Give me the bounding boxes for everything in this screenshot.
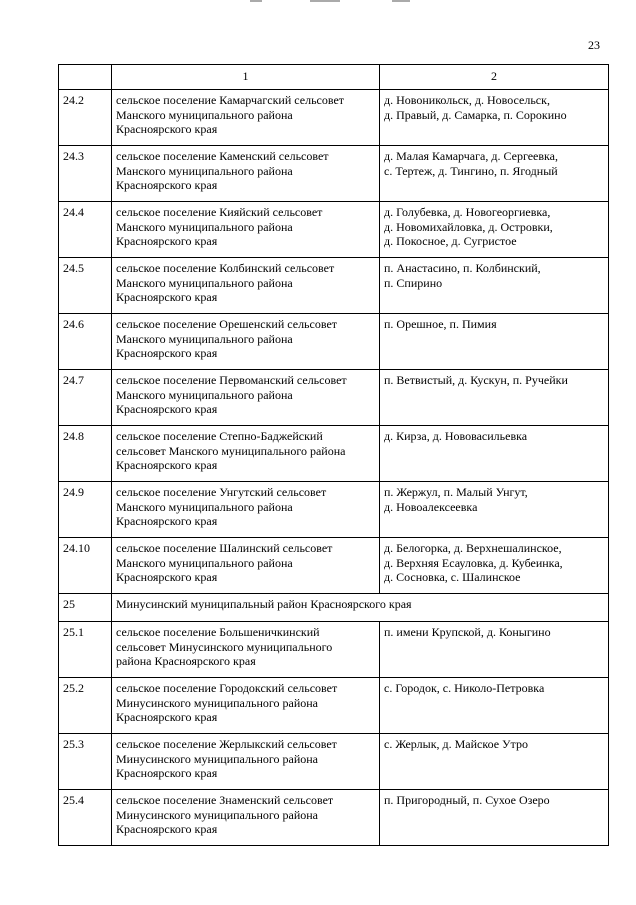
header-col-2: 2 bbox=[380, 65, 609, 90]
row-number: 24.10 bbox=[59, 538, 112, 594]
settlements-line: п. Спирино bbox=[384, 275, 443, 290]
settlements-list bbox=[380, 202, 609, 258]
municipality-name-line: сельское поселение Кияйский сельсовет bbox=[116, 205, 323, 219]
settlements-line: п. Жержул, п. Малый Унгут, bbox=[384, 485, 528, 499]
table-header-row bbox=[59, 65, 609, 90]
row-number: 25.3 bbox=[59, 734, 112, 790]
municipality-name-line: сельсовет Манского муниципального района bbox=[116, 443, 346, 458]
settlements-list bbox=[380, 790, 609, 846]
table-row bbox=[59, 258, 609, 314]
municipality-name-line: Красноярского края bbox=[116, 514, 218, 528]
settlements-line: д. Белогорка, д. Верхнешалинское, bbox=[384, 541, 562, 555]
table-body bbox=[59, 90, 609, 846]
settlements-line: п. Орешное, п. Пимия bbox=[384, 317, 497, 331]
settlements-list bbox=[380, 258, 609, 314]
settlements-line: д. Кирза, д. Нововасильевка bbox=[384, 429, 528, 443]
row-number: 24.2 bbox=[59, 90, 112, 146]
settlements-line: д. Правый, д. Самарка, п. Сорокино bbox=[384, 107, 567, 122]
settlements-line: д. Малая Камарчага, д. Сергеевка, bbox=[384, 149, 558, 163]
table-row bbox=[59, 370, 609, 426]
settlements-list bbox=[380, 734, 609, 790]
settlements-list bbox=[380, 622, 609, 678]
municipality-name bbox=[112, 426, 380, 482]
municipality-name-line: Красноярского края bbox=[116, 458, 218, 472]
municipality-name-line: Минусинского муниципального района bbox=[116, 751, 318, 766]
header-num bbox=[59, 65, 112, 90]
municipality-name-line: Минусинского муниципального района bbox=[116, 807, 318, 822]
scan-artifact-marks bbox=[0, 0, 636, 8]
municipality-name-line: Манского муниципального района bbox=[116, 331, 293, 346]
municipality-name-line: сельское поселение Жерлыкский сельсовет bbox=[116, 737, 337, 751]
settlements-list bbox=[380, 482, 609, 538]
settlements-line: д. Голубевка, д. Новогеоргиевка, bbox=[384, 205, 551, 219]
settlements-list bbox=[380, 426, 609, 482]
settlements-list bbox=[380, 314, 609, 370]
table-row bbox=[59, 202, 609, 258]
settlements-list bbox=[380, 90, 609, 146]
municipality-name-line: Манского муниципального района bbox=[116, 275, 293, 290]
table-row bbox=[59, 622, 609, 678]
municipality-name bbox=[112, 258, 380, 314]
municipality-name-line: сельское поселение Первоманский сельсовет bbox=[116, 373, 347, 387]
municipality-name-line: сельское поселение Большеничкинский bbox=[116, 625, 320, 639]
municipality-name-line: сельское поселение Городокский сельсовет bbox=[116, 681, 338, 695]
municipality-name bbox=[112, 538, 380, 594]
municipality-name-line: сельское поселение Камарчагский сельсовет bbox=[116, 93, 345, 107]
municipality-name-line: Красноярского края bbox=[116, 710, 218, 724]
row-number: 25 bbox=[59, 594, 112, 622]
municipality-name bbox=[112, 314, 380, 370]
settlements-line: д. Новоалексеевка bbox=[384, 499, 478, 514]
district-title: Минусинский муниципальный район Красноярского края bbox=[112, 594, 609, 622]
municipality-name-line: Красноярского края bbox=[116, 766, 218, 780]
settlements-table bbox=[58, 64, 609, 846]
municipality-name-line: Красноярского края bbox=[116, 346, 218, 360]
table-row bbox=[59, 482, 609, 538]
municipality-name-line: Манского муниципального района bbox=[116, 219, 293, 234]
settlements-list bbox=[380, 146, 609, 202]
municipality-name-line: Красноярского края bbox=[116, 122, 218, 136]
settlements-line: д. Сосновка, с. Шалинское bbox=[384, 570, 521, 584]
table-row bbox=[59, 90, 609, 146]
page-number: 23 bbox=[588, 38, 600, 52]
municipality-name-line: сельское поселение Унгутский сельсовет bbox=[116, 485, 327, 499]
settlements-line: с. Городок, с. Николо-Петровка bbox=[384, 681, 545, 695]
settlements-line: п. Пригородный, п. Сухое Озеро bbox=[384, 793, 550, 807]
municipality-name-line: Манского муниципального района bbox=[116, 387, 293, 402]
settlements-line: п. Анастасино, п. Колбинский, bbox=[384, 261, 541, 275]
settlements-line: п. Ветвистый, д. Кускун, п. Ручейки bbox=[384, 373, 568, 387]
row-number: 25.4 bbox=[59, 790, 112, 846]
table-row bbox=[59, 594, 609, 622]
municipality-name bbox=[112, 734, 380, 790]
row-number: 24.6 bbox=[59, 314, 112, 370]
row-number: 24.5 bbox=[59, 258, 112, 314]
municipality-name bbox=[112, 146, 380, 202]
municipality-name-line: сельское поселение Шалинский сельсовет bbox=[116, 541, 333, 555]
settlements-line: п. имени Крупской, д. Коныгино bbox=[384, 625, 551, 639]
municipality-name-line: Манского муниципального района bbox=[116, 499, 293, 514]
municipality-name-line: Минусинского муниципального района bbox=[116, 695, 318, 710]
settlements-line: д. Новоникольск, д. Новосельск, bbox=[384, 93, 550, 107]
row-number: 24.7 bbox=[59, 370, 112, 426]
municipality-name bbox=[112, 370, 380, 426]
municipality-name bbox=[112, 678, 380, 734]
municipality-name-line: сельское поселение Знаменский сельсовет bbox=[116, 793, 334, 807]
table-row bbox=[59, 538, 609, 594]
table-row bbox=[59, 426, 609, 482]
municipality-name-line: Манского муниципального района bbox=[116, 163, 293, 178]
settlements-list bbox=[380, 370, 609, 426]
municipality-name-line: сельское поселение Орешенский сельсовет bbox=[116, 317, 338, 331]
municipality-name bbox=[112, 202, 380, 258]
municipality-name-line: сельское поселение Степно-Баджейский bbox=[116, 429, 323, 443]
municipality-name-line: Красноярского края bbox=[116, 570, 218, 584]
municipality-name-line: сельское поселение Каменский сельсовет bbox=[116, 149, 329, 163]
header-col-1: 1 bbox=[112, 65, 380, 90]
settlements-line: д. Верхняя Есауловка, д. Кубеинка, bbox=[384, 555, 563, 570]
settlements-line: с. Тертеж, д. Тингино, п. Ягодный bbox=[384, 163, 558, 178]
municipality-name-line: Красноярского края bbox=[116, 178, 218, 192]
row-number: 24.8 bbox=[59, 426, 112, 482]
municipality-name-line: сельское поселение Колбинский сельсовет bbox=[116, 261, 335, 275]
row-number: 24.3 bbox=[59, 146, 112, 202]
municipality-name bbox=[112, 482, 380, 538]
municipality-name-line: Красноярского края bbox=[116, 822, 218, 836]
municipality-name bbox=[112, 90, 380, 146]
table-row bbox=[59, 790, 609, 846]
municipality-name bbox=[112, 622, 380, 678]
row-number: 24.4 bbox=[59, 202, 112, 258]
municipality-name-line: сельсовет Минусинского муниципального bbox=[116, 639, 333, 654]
settlements-line: д. Новомихайловка, д. Островки, bbox=[384, 219, 553, 234]
municipality-name-line: Красноярского края bbox=[116, 290, 218, 304]
municipality-name bbox=[112, 790, 380, 846]
row-number: 25.1 bbox=[59, 622, 112, 678]
municipality-name-line: района Красноярского края bbox=[116, 654, 256, 668]
municipality-name-line: Манского муниципального района bbox=[116, 107, 293, 122]
table-row bbox=[59, 678, 609, 734]
settlements-line: с. Жерлык, д. Майское Утро bbox=[384, 737, 528, 751]
settlements-list bbox=[380, 678, 609, 734]
table-row bbox=[59, 146, 609, 202]
municipality-name-line: Красноярского края bbox=[116, 234, 218, 248]
table-row bbox=[59, 314, 609, 370]
row-number: 24.9 bbox=[59, 482, 112, 538]
municipality-name-line: Манского муниципального района bbox=[116, 555, 293, 570]
row-number: 25.2 bbox=[59, 678, 112, 734]
municipality-name-line: Красноярского края bbox=[116, 402, 218, 416]
settlements-line: д. Покосное, д. Сугристое bbox=[384, 234, 517, 248]
table-row bbox=[59, 734, 609, 790]
settlements-list bbox=[380, 538, 609, 594]
